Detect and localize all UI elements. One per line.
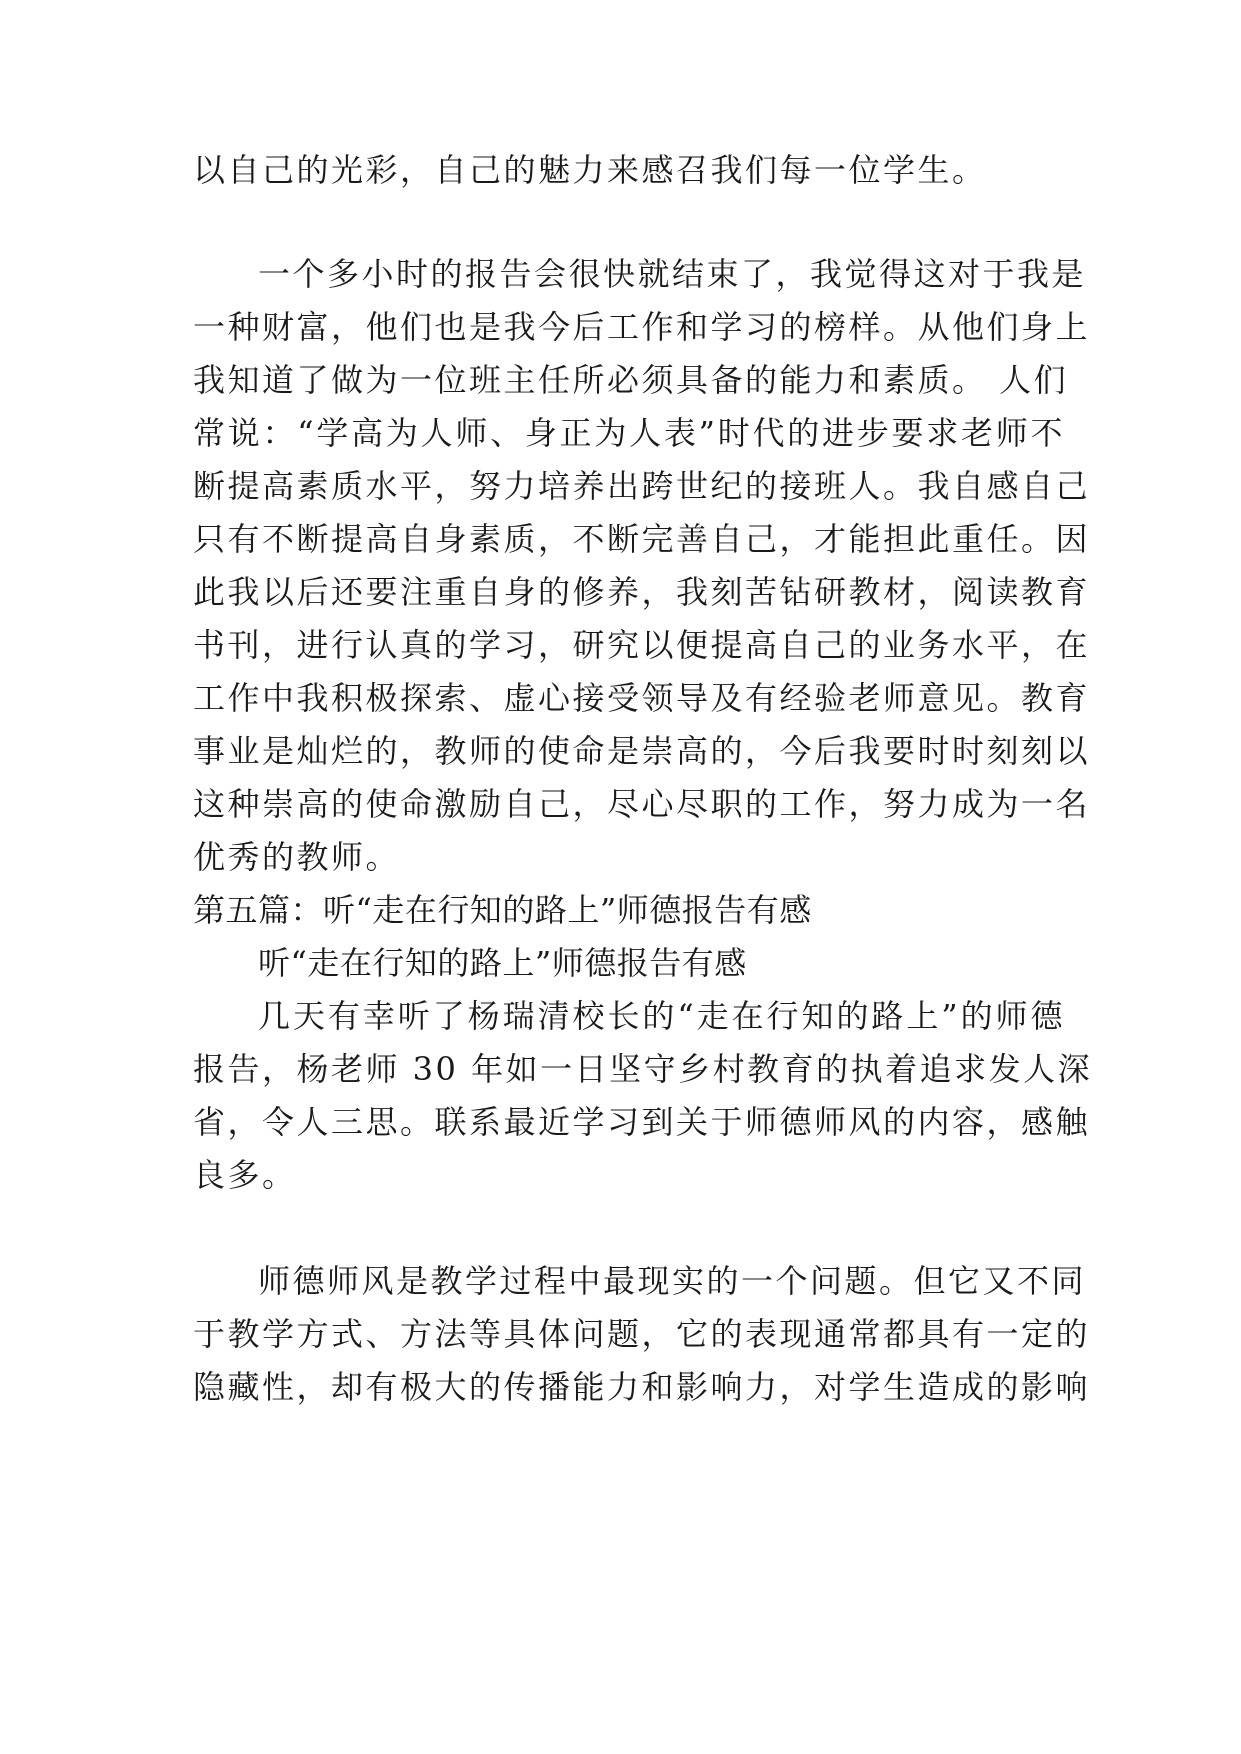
paragraph-line: 这种崇高的使命激励自己，尽心尽职的工作，努力成为一名	[193, 785, 1091, 823]
paragraph-line: 一个多小时的报告会很快就结束了，我觉得这对于我是	[258, 255, 1087, 293]
paragraph-line: 良多。	[193, 1156, 297, 1194]
paragraph-line: 优秀的教师。	[193, 838, 401, 876]
paragraph-line: 以自己的光彩，自己的魅力来感召我们每一位学生。	[193, 151, 987, 189]
section-subheading: 听“走在行知的路上”师德报告有感	[258, 944, 747, 982]
paragraph-line: 一种财富，他们也是我今后工作和学习的榜样。从他们身上	[193, 308, 1091, 346]
paragraph-line: 报告，杨老师 30 年如一日坚守乡村教育的执着追求发人深	[193, 1050, 1093, 1088]
paragraph-line: 几天有幸听了杨瑞清校长的“走在行知的路上”的师德	[258, 997, 1065, 1035]
paragraph-line: 书刊，进行认真的学习，研究以便提高自己的业务水平，在	[193, 626, 1091, 664]
paragraph-line: 于教学方式、方法等具体问题，它的表现通常都具有一定的	[193, 1315, 1091, 1353]
paragraph-line: 隐藏性，却有极大的传播能力和影响力，对学生造成的影响	[193, 1368, 1091, 1406]
paragraph-line: 省，令人三思。联系最近学习到关于师德师风的内容，感触	[193, 1103, 1091, 1141]
paragraph-line: 断提高素质水平，努力培养出跨世纪的接班人。我自感自己	[193, 467, 1091, 505]
paragraph-line: 工作中我积极探索、虚心接受领导及有经验老师意见。教育	[193, 679, 1091, 717]
paragraph-line: 师德师风是教学过程中最现实的一个问题。但它又不同	[258, 1262, 1087, 1300]
paragraph-line: 此我以后还要注重自身的修养，我刻苦钻研教材，阅读教育	[193, 573, 1091, 611]
section-heading: 第五篇：听“走在行知的路上”师德报告有感	[193, 891, 812, 929]
paragraph-line: 只有不断提高自身素质，不断完善自己，才能担此重任。因	[193, 520, 1091, 558]
paragraph-line: 我知道了做为一位班主任所必须具备的能力和素质。 人们	[193, 361, 1069, 399]
paragraph-line: 常说：“学高为人师、身正为人表”时代的进步要求老师不	[193, 414, 1065, 452]
paragraph-line: 事业是灿烂的，教师的使命是崇高的，今后我要时时刻刻以	[193, 732, 1091, 770]
